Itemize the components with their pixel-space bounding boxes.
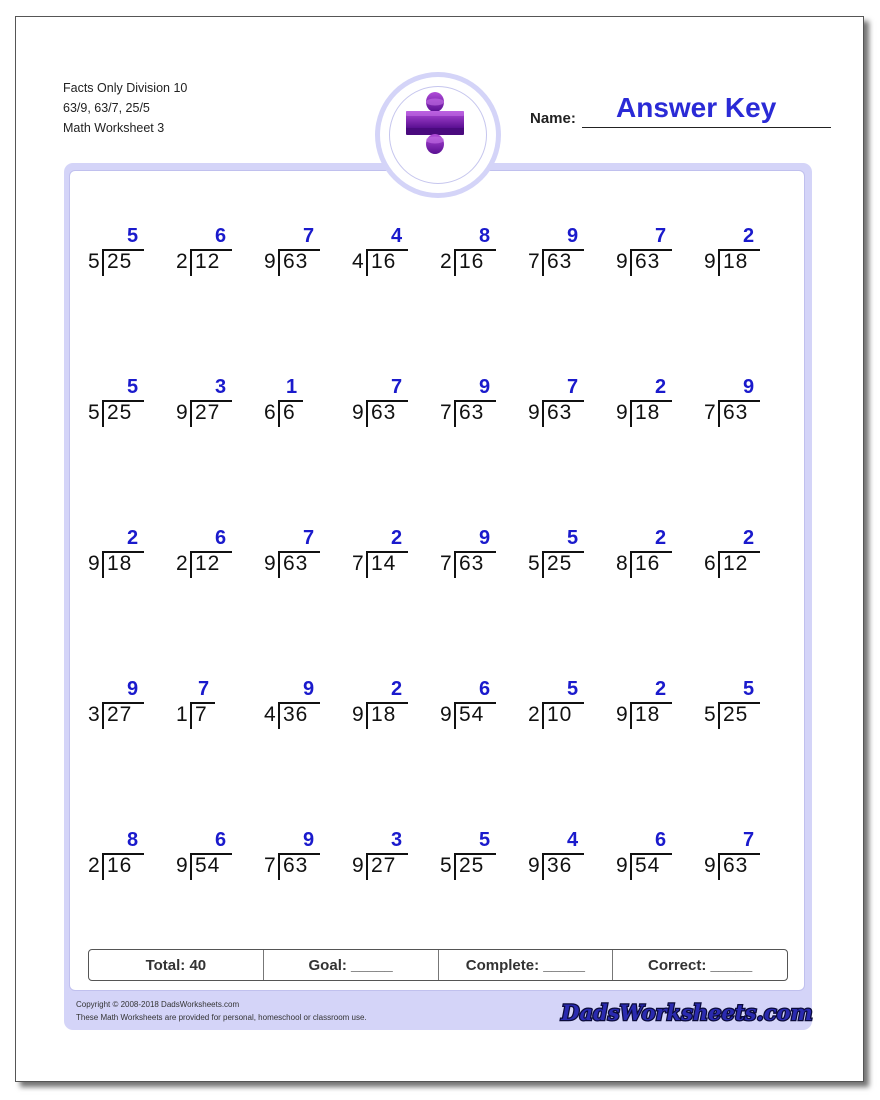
divisor: 4: [264, 703, 276, 726]
quotient-answer: 2: [127, 527, 139, 549]
quotient-answer: 4: [567, 829, 579, 851]
dividend: 16: [459, 250, 485, 273]
dividend: 63: [547, 250, 573, 273]
division-problem: [176, 829, 256, 899]
divisor: 9: [616, 401, 628, 424]
division-problem: [440, 678, 520, 748]
division-problem: [352, 225, 432, 295]
divisor: 5: [704, 703, 716, 726]
division-sign-icon: [400, 89, 476, 169]
score-bar: [88, 949, 788, 981]
division-bracket: [278, 853, 280, 880]
division-problem: [88, 376, 168, 446]
dividend: 25: [547, 552, 573, 575]
division-bracket: [542, 249, 544, 276]
goal-cell: Goal: _____: [264, 950, 439, 980]
division-problem: [176, 527, 256, 597]
division-problem: [616, 527, 696, 597]
division-bracket: [718, 853, 720, 880]
divisor: 7: [440, 401, 452, 424]
copyright-text: Copyright © 2008-2018 DadsWorksheets.com: [76, 1000, 240, 1009]
divisor: 9: [616, 854, 628, 877]
division-bracket: [454, 249, 456, 276]
quotient-answer: 5: [127, 225, 139, 247]
quotient-answer: 9: [303, 829, 315, 851]
divisor: 9: [176, 401, 188, 424]
division-problem: [704, 829, 784, 899]
quotient-answer: 2: [743, 527, 755, 549]
divisor: 9: [352, 854, 364, 877]
division-problem: [264, 527, 344, 597]
dividend: 14: [371, 552, 397, 575]
dividend: 25: [459, 854, 485, 877]
quotient-answer: 2: [391, 527, 403, 549]
dividend: 63: [283, 854, 309, 877]
quotient-answer: 6: [655, 829, 667, 851]
division-bracket: [542, 400, 544, 427]
division-problem: [616, 829, 696, 899]
division-bracket: [630, 400, 632, 427]
divisor: 9: [264, 250, 276, 273]
quotient-answer: 6: [479, 678, 491, 700]
division-problem: [352, 527, 432, 597]
division-problem: [704, 376, 784, 446]
name-line: [582, 127, 831, 128]
division-problem: [528, 829, 608, 899]
quotient-answer: 9: [567, 225, 579, 247]
division-problem: [440, 829, 520, 899]
dividend: 25: [107, 250, 133, 273]
logo-badge: [380, 77, 496, 193]
division-bracket: [630, 702, 632, 729]
division-bracket: [454, 853, 456, 880]
divisor: 6: [704, 552, 716, 575]
division-problem: [528, 527, 608, 597]
complete-cell: Complete: _____: [439, 950, 614, 980]
correct-cell: Correct: _____: [648, 956, 753, 974]
division-problem: [88, 829, 168, 899]
division-problem: [264, 376, 344, 446]
quotient-answer: 3: [215, 376, 227, 398]
dividend: 27: [195, 401, 221, 424]
divisor: 9: [528, 401, 540, 424]
division-bracket: [542, 853, 544, 880]
division-bracket: [454, 551, 456, 578]
quotient-answer: 4: [391, 225, 403, 247]
divisor: 3: [88, 703, 100, 726]
dividend: 63: [547, 401, 573, 424]
division-bracket: [718, 551, 720, 578]
division-bracket: [366, 551, 368, 578]
quotient-answer: 7: [303, 225, 315, 247]
division-problem: [616, 376, 696, 446]
dividend: 6: [283, 401, 296, 424]
dividend: 16: [107, 854, 133, 877]
dividend: 54: [195, 854, 221, 877]
dividend: 25: [723, 703, 749, 726]
dividend: 18: [371, 703, 397, 726]
dividend: 63: [283, 250, 309, 273]
divisor: 1: [176, 703, 188, 726]
dividend: 63: [459, 552, 485, 575]
quotient-answer: 6: [215, 225, 227, 247]
divisor: 5: [528, 552, 540, 575]
divisor: 7: [352, 552, 364, 575]
quotient-answer: 8: [127, 829, 139, 851]
quotient-answer: 3: [391, 829, 403, 851]
division-bracket: [190, 400, 192, 427]
dividend: 7: [195, 703, 208, 726]
division-bracket: [102, 702, 104, 729]
worksheet-info: [63, 78, 187, 138]
quotient-answer: 7: [743, 829, 755, 851]
division-bracket: [718, 249, 720, 276]
worksheet-number: Math Worksheet 3: [63, 121, 165, 135]
divisor: 4: [352, 250, 364, 273]
quotient-answer: 5: [567, 678, 579, 700]
dividend: 25: [107, 401, 133, 424]
division-bracket: [366, 702, 368, 729]
division-bracket: [630, 853, 632, 880]
dividend: 12: [723, 552, 749, 575]
dividend: 18: [723, 250, 749, 273]
division-problem: [264, 678, 344, 748]
divisor: 5: [88, 250, 100, 273]
dividend: 27: [371, 854, 397, 877]
divisor: 9: [704, 250, 716, 273]
division-problem: [440, 527, 520, 597]
division-bracket: [366, 400, 368, 427]
division-bracket: [542, 551, 544, 578]
division-bracket: [366, 249, 368, 276]
division-bracket: [278, 551, 280, 578]
division-bracket: [190, 853, 192, 880]
divisor: 7: [704, 401, 716, 424]
division-bracket: [630, 551, 632, 578]
dividend: 63: [723, 401, 749, 424]
division-bracket: [190, 551, 192, 578]
division-bracket: [190, 702, 192, 729]
divisor: 5: [88, 401, 100, 424]
divisor: 9: [176, 854, 188, 877]
division-problem: [88, 527, 168, 597]
quotient-answer: 9: [127, 678, 139, 700]
dividend: 63: [723, 854, 749, 877]
divisor: 9: [528, 854, 540, 877]
division-problem: [528, 376, 608, 446]
division-bracket: [454, 400, 456, 427]
division-bracket: [190, 249, 192, 276]
divisor: 6: [264, 401, 276, 424]
division-problem: [440, 225, 520, 295]
division-problem: [88, 225, 168, 295]
quotient-answer: 9: [303, 678, 315, 700]
division-problem: [704, 225, 784, 295]
division-problem: [616, 678, 696, 748]
quotient-answer: 6: [215, 527, 227, 549]
division-problem: [704, 527, 784, 597]
dividend: 36: [283, 703, 309, 726]
divisor: 9: [352, 401, 364, 424]
division-problem: [264, 829, 344, 899]
divisor: 9: [616, 703, 628, 726]
division-bracket: [366, 853, 368, 880]
divisor: 5: [440, 854, 452, 877]
footer-text: [76, 998, 367, 1024]
divisor: 8: [616, 552, 628, 575]
divisor: 7: [264, 854, 276, 877]
svg-text:DadsWorksheets.com: DadsWorksheets.com: [561, 1000, 813, 1025]
quotient-answer: 8: [479, 225, 491, 247]
dividend: 63: [459, 401, 485, 424]
division-bracket: [102, 249, 104, 276]
name-label: Name:: [530, 110, 576, 127]
division-problem: [528, 225, 608, 295]
quotient-answer: 9: [479, 376, 491, 398]
quotient-answer: 2: [655, 376, 667, 398]
dividend: 12: [195, 250, 221, 273]
division-bracket: [102, 551, 104, 578]
quotient-answer: 9: [743, 376, 755, 398]
dividend: 63: [635, 250, 661, 273]
division-problem: [352, 376, 432, 446]
division-problem: [176, 376, 256, 446]
division-problem: [88, 678, 168, 748]
worksheet-title: Facts Only Division 10: [63, 81, 188, 95]
division-bracket: [542, 702, 544, 729]
dividend: 18: [635, 401, 661, 424]
division-problem: [616, 225, 696, 295]
divisor: 9: [264, 552, 276, 575]
quotient-answer: 1: [286, 376, 298, 398]
divisor: 9: [616, 250, 628, 273]
divisor: 2: [440, 250, 452, 273]
quotient-answer: 7: [303, 527, 315, 549]
division-problem: [440, 376, 520, 446]
division-problem: [528, 678, 608, 748]
divisor: 2: [88, 854, 100, 877]
dividend: 16: [635, 552, 661, 575]
answer-key-label: Answer Key: [616, 92, 777, 123]
quotient-answer: 5: [127, 376, 139, 398]
dividend: 63: [371, 401, 397, 424]
dividend: 63: [283, 552, 309, 575]
division-bracket: [454, 702, 456, 729]
division-bracket: [102, 853, 104, 880]
dividend: 18: [635, 703, 661, 726]
division-bracket: [278, 400, 280, 427]
usage-notice: These Math Worksheets are provided for personal, homeschool or classroom use.: [76, 1013, 367, 1022]
division-problem: [176, 225, 256, 295]
quotient-answer: 2: [391, 678, 403, 700]
dividend: 12: [195, 552, 221, 575]
quotient-answer: 2: [655, 678, 667, 700]
quotient-answer: 5: [743, 678, 755, 700]
divisor: 9: [704, 854, 716, 877]
division-bracket: [718, 400, 720, 427]
divisor: 2: [176, 552, 188, 575]
dividend: 36: [547, 854, 573, 877]
dividend: 16: [371, 250, 397, 273]
divisor: 7: [528, 250, 540, 273]
division-bracket: [630, 249, 632, 276]
divisor: 2: [176, 250, 188, 273]
division-problem: [352, 678, 432, 748]
dividend: 27: [107, 703, 133, 726]
divisor: 7: [440, 552, 452, 575]
division-problem: [176, 678, 256, 748]
quotient-answer: 2: [655, 527, 667, 549]
name-field: [530, 92, 832, 132]
quotient-answer: 7: [198, 678, 210, 700]
dividend: 54: [635, 854, 661, 877]
division-bracket: [102, 400, 104, 427]
dividend: 18: [107, 552, 133, 575]
dividend: 10: [547, 703, 573, 726]
divisor: 9: [440, 703, 452, 726]
division-bracket: [278, 249, 280, 276]
division-problem: [704, 678, 784, 748]
quotient-answer: 6: [215, 829, 227, 851]
divisor: 9: [88, 552, 100, 575]
division-bracket: [278, 702, 280, 729]
worksheet-subtitle: 63/9, 63/7, 25/5: [63, 101, 150, 115]
dividend: 54: [459, 703, 485, 726]
quotient-answer: 2: [743, 225, 755, 247]
quotient-answer: 7: [655, 225, 667, 247]
division-problem: [264, 225, 344, 295]
quotient-answer: 5: [567, 527, 579, 549]
divisor: 2: [528, 703, 540, 726]
quotient-answer: 5: [479, 829, 491, 851]
divisor: 9: [352, 703, 364, 726]
quotient-answer: 7: [391, 376, 403, 398]
division-problem: [352, 829, 432, 899]
division-bracket: [718, 702, 720, 729]
total-cell: Total: 40: [89, 950, 264, 980]
dadsworksheets-logo: [561, 991, 813, 1036]
quotient-answer: 7: [567, 376, 579, 398]
quotient-answer: 9: [479, 527, 491, 549]
